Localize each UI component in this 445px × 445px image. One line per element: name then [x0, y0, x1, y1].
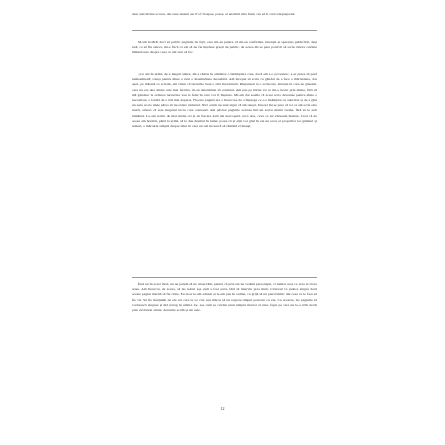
section-divider-2	[132, 277, 317, 278]
section-divider	[132, 30, 317, 31]
paragraph-1: M-am hotărât deci să public paginile de față, care mi-au pentru că mi-au confirmat, intenția și speranța publicării, deși iată, ca să fiu sincer, mi-e frică ca ele să nu fie înțelese greșit de public, de aceea mi se pare potrivit să scriu câteva cuvinte lămuritoare despre ceea ce am vrut să fac.	[132, 40, 317, 55]
page-number: 12	[220, 406, 225, 411]
paragraph-2: „Cu ani în urmă, de-a lungul anilor, mi-a rămas în amintire o întâmplare care, dacă am s-o povestesc, s-ar putea să pară neînsemnată; totuși pentru mine a avut o însemnătate deosebită. Am început să scriu cu gândul de a face o mărturisire, dar apoi, pe măsură ce scriam, am văzut că lucrurile luau o altă întorsătură. Răspunsul la o scrisoare, situația în care ne găseam, care nu era una dintre cele mai fericite, m-au determinat să continui. Am pus pe hârtie tot ce mi-a trecut prin minte, fără să mă gândesc la ordinea lucrurilor sau la felul în care vor fi înțelese. Mi-am dat seama că acest scris devenise pentru mine o necesitate, o formă de a trăi mai departe. Fiecare pagină era o încercare de a înțelege ce s-a întâmplat cu adevărat și de a găsi un sens acolo unde părea să nu existe niciunul. Nici acum nu sunt sigur că am reușit. Uneori mi se pare că tot ce am scris este inutil, alteori că este singurul lucru care contează. Am păstrat paginile acestea într-un sertar multă vreme, fără să le arăt nimănui. Le-am recitit de mai multe ori și de fiecare dată am descoperit ceva nou, ceva ce nu văzusem înainte. Cred că de aceea am hotărât, până la urmă, să le dau drumul în lume: poate că și alții vor găsi în ele un ecou al propriilor lor gânduri și temeri, o mărturie simplă despre felul în care un om încearcă să rămână el însuși.	[132, 72, 317, 129]
paragraph-3: Însă nu în acest mod, nu ne putem să ne observăm, pentru că prin ele nu vedem personajul, ci numai ceea ce vrea el să ne arate. Am încercat, de aceea, să las textul așa cum a fost scris, fără să intervin prea mult. Cititorul va judeca singur dacă aceste pagini merită să fie citite. Eu doar le-am adunat și le-am pus în ordine, cu grijă să nu pierd nimic din ceea ce le face să fie vii. Să fie mulțumit de ele cel care le va citi; sau măcar să nu regrete timpul petrecut cu ele. Cu aceasta, las paginile să vorbească singure și mă retrag în umbra lor, așa cum se cuvine unui simplu martor al unor fapte pe care nu le-a trăit decât prin cuvintele altuia, devenite acum și ale sale.	[132, 282, 317, 313]
top-note: dear and divine access, dar esee desunt ser if of frospee, posse, al enamici mia fund, cas ed li cud ceisquepsobi.	[132, 12, 296, 16]
